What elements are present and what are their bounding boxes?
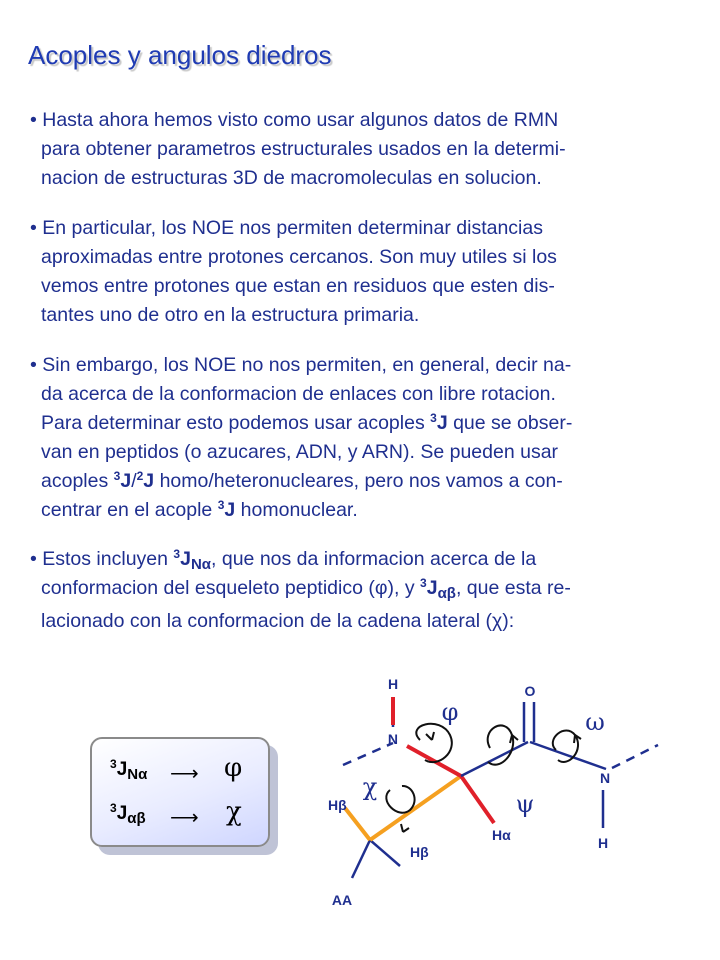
bond-n-ca [407, 746, 461, 776]
p3-line-4: van en peptidos (o azucares, ADN, y ARN). Se pueden usar [41, 441, 559, 463]
bond-cb-aa [352, 840, 370, 878]
arrowhead-phi [426, 732, 434, 740]
legend-chi: χ [226, 797, 242, 827]
dashed-bond-left [343, 743, 393, 765]
atom-hb-1: Hβ [328, 797, 347, 813]
atom-aa: AA [331, 892, 353, 908]
p4-line-2: conformacion del esqueleto peptidico (φ), y $^3J_{\alpha\beta}$, que esta re- [41, 576, 571, 602]
rotation-arrow-chi [386, 786, 414, 813]
atom-h-bottom: H [597, 835, 609, 851]
atom-n-right: N [599, 770, 611, 786]
bond-ca-c [461, 742, 528, 776]
p3-line-5: acoples $^3$J/$^2$J homo/heteronucleares, pero nos vamos a con- [41, 469, 563, 492]
p4-line-3: lacionado con la conformacion de la cadena lateral (χ): [41, 610, 515, 632]
p3-line-1: Sin embargo, los NOE no nos permiten, en general, decir na- [42, 354, 572, 376]
paragraph-1: • Hasta ahora hemos visto como usar algunos datos de RMN para obtener parametros estructurales usados en la determi- nacion de estructuras 3D de macromoleculas en solucion. [30, 106, 700, 193]
dihedral-phi: φ [441, 698, 459, 726]
p2-line-1: En particular, los NOE nos permiten determinar distancias [42, 217, 543, 239]
p4-line-1: • Estos incluyen $^3J_{N\alpha}$, que nos da informacion acerca de la [30, 547, 537, 573]
bond-cb-hb [370, 840, 400, 866]
bond-c-n [530, 742, 606, 769]
legend-phi: φ [224, 753, 243, 783]
p3-line-6: centrar en el acople $^3$J homonuclear. [41, 498, 358, 521]
arrow-icon: ⟶ [170, 763, 199, 785]
dihedral-omega: ω [585, 708, 605, 736]
p1-line-3: nacion de estructuras 3D de macromoleculas en solucion. [41, 167, 542, 189]
atom-o: O [524, 683, 536, 699]
bond-ca-ha [461, 776, 494, 823]
paragraph-3: • Sin embargo, los NOE no nos permiten, en general, decir na- da acerca de la conformacion de enlaces con libre rotacion. Para determinar esto podemos usar acoples $^3$J que se obser- van en peptidos (o azucares, ADN, y ARN). Se pueden usar acoples $^3$J/$^2$J homo/heteronucleares, pero nos vamos a con- centrar en el acople $^3$J homonuclear. [30, 351, 700, 525]
p3-line-2: da acerca de la conformacion de enlaces con libre rotacion. [41, 383, 556, 405]
p2-line-2: aproximadas entre protones cercanos. Son muy utiles si los [41, 246, 557, 268]
legend-row-jab: $^3J_{\alpha\beta}$ [110, 801, 146, 827]
page-title: Acoples y angulos diedros [28, 40, 332, 70]
atom-h-top: H [387, 676, 399, 692]
p1-line-1: Hasta ahora hemos visto como usar algunos datos de RMN [42, 109, 559, 131]
bond-cb-hb-orange [345, 808, 370, 840]
atom-hb-2: Hβ [410, 844, 429, 860]
dihedral-psi: ψ [515, 790, 535, 818]
legend-row-jna: $^3J_{N\alpha}$ [110, 757, 148, 783]
p2-line-4: tantes uno de otro en la estructura primaria. [41, 304, 420, 326]
atom-ha: Hα [492, 827, 511, 843]
arrowhead-chi [401, 824, 409, 832]
dihedral-chi: χ [362, 773, 378, 801]
bond-ca-cb [370, 776, 461, 840]
rotation-arrow-psi [488, 725, 514, 764]
p1-line-2: para obtener parametros estructurales usados en la determi- [41, 138, 566, 160]
dashed-bond-right [612, 745, 658, 768]
atom-n-left: N [387, 731, 398, 747]
paragraph-2: • En particular, los NOE nos permiten determinar distancias aproximadas entre protones cercanos. Son muy utiles si los vemos entre protones que estan en residuos que esten dis- tantes uno de otro en la estructura primaria. [30, 214, 700, 330]
p3-line-3: Para determinar esto podemos usar acoples $^3$J que se obser- [41, 411, 573, 434]
p2-line-3: vemos entre protones que estan en residuos que esten dis- [41, 275, 555, 297]
arrow-icon: ⟶ [170, 807, 199, 829]
